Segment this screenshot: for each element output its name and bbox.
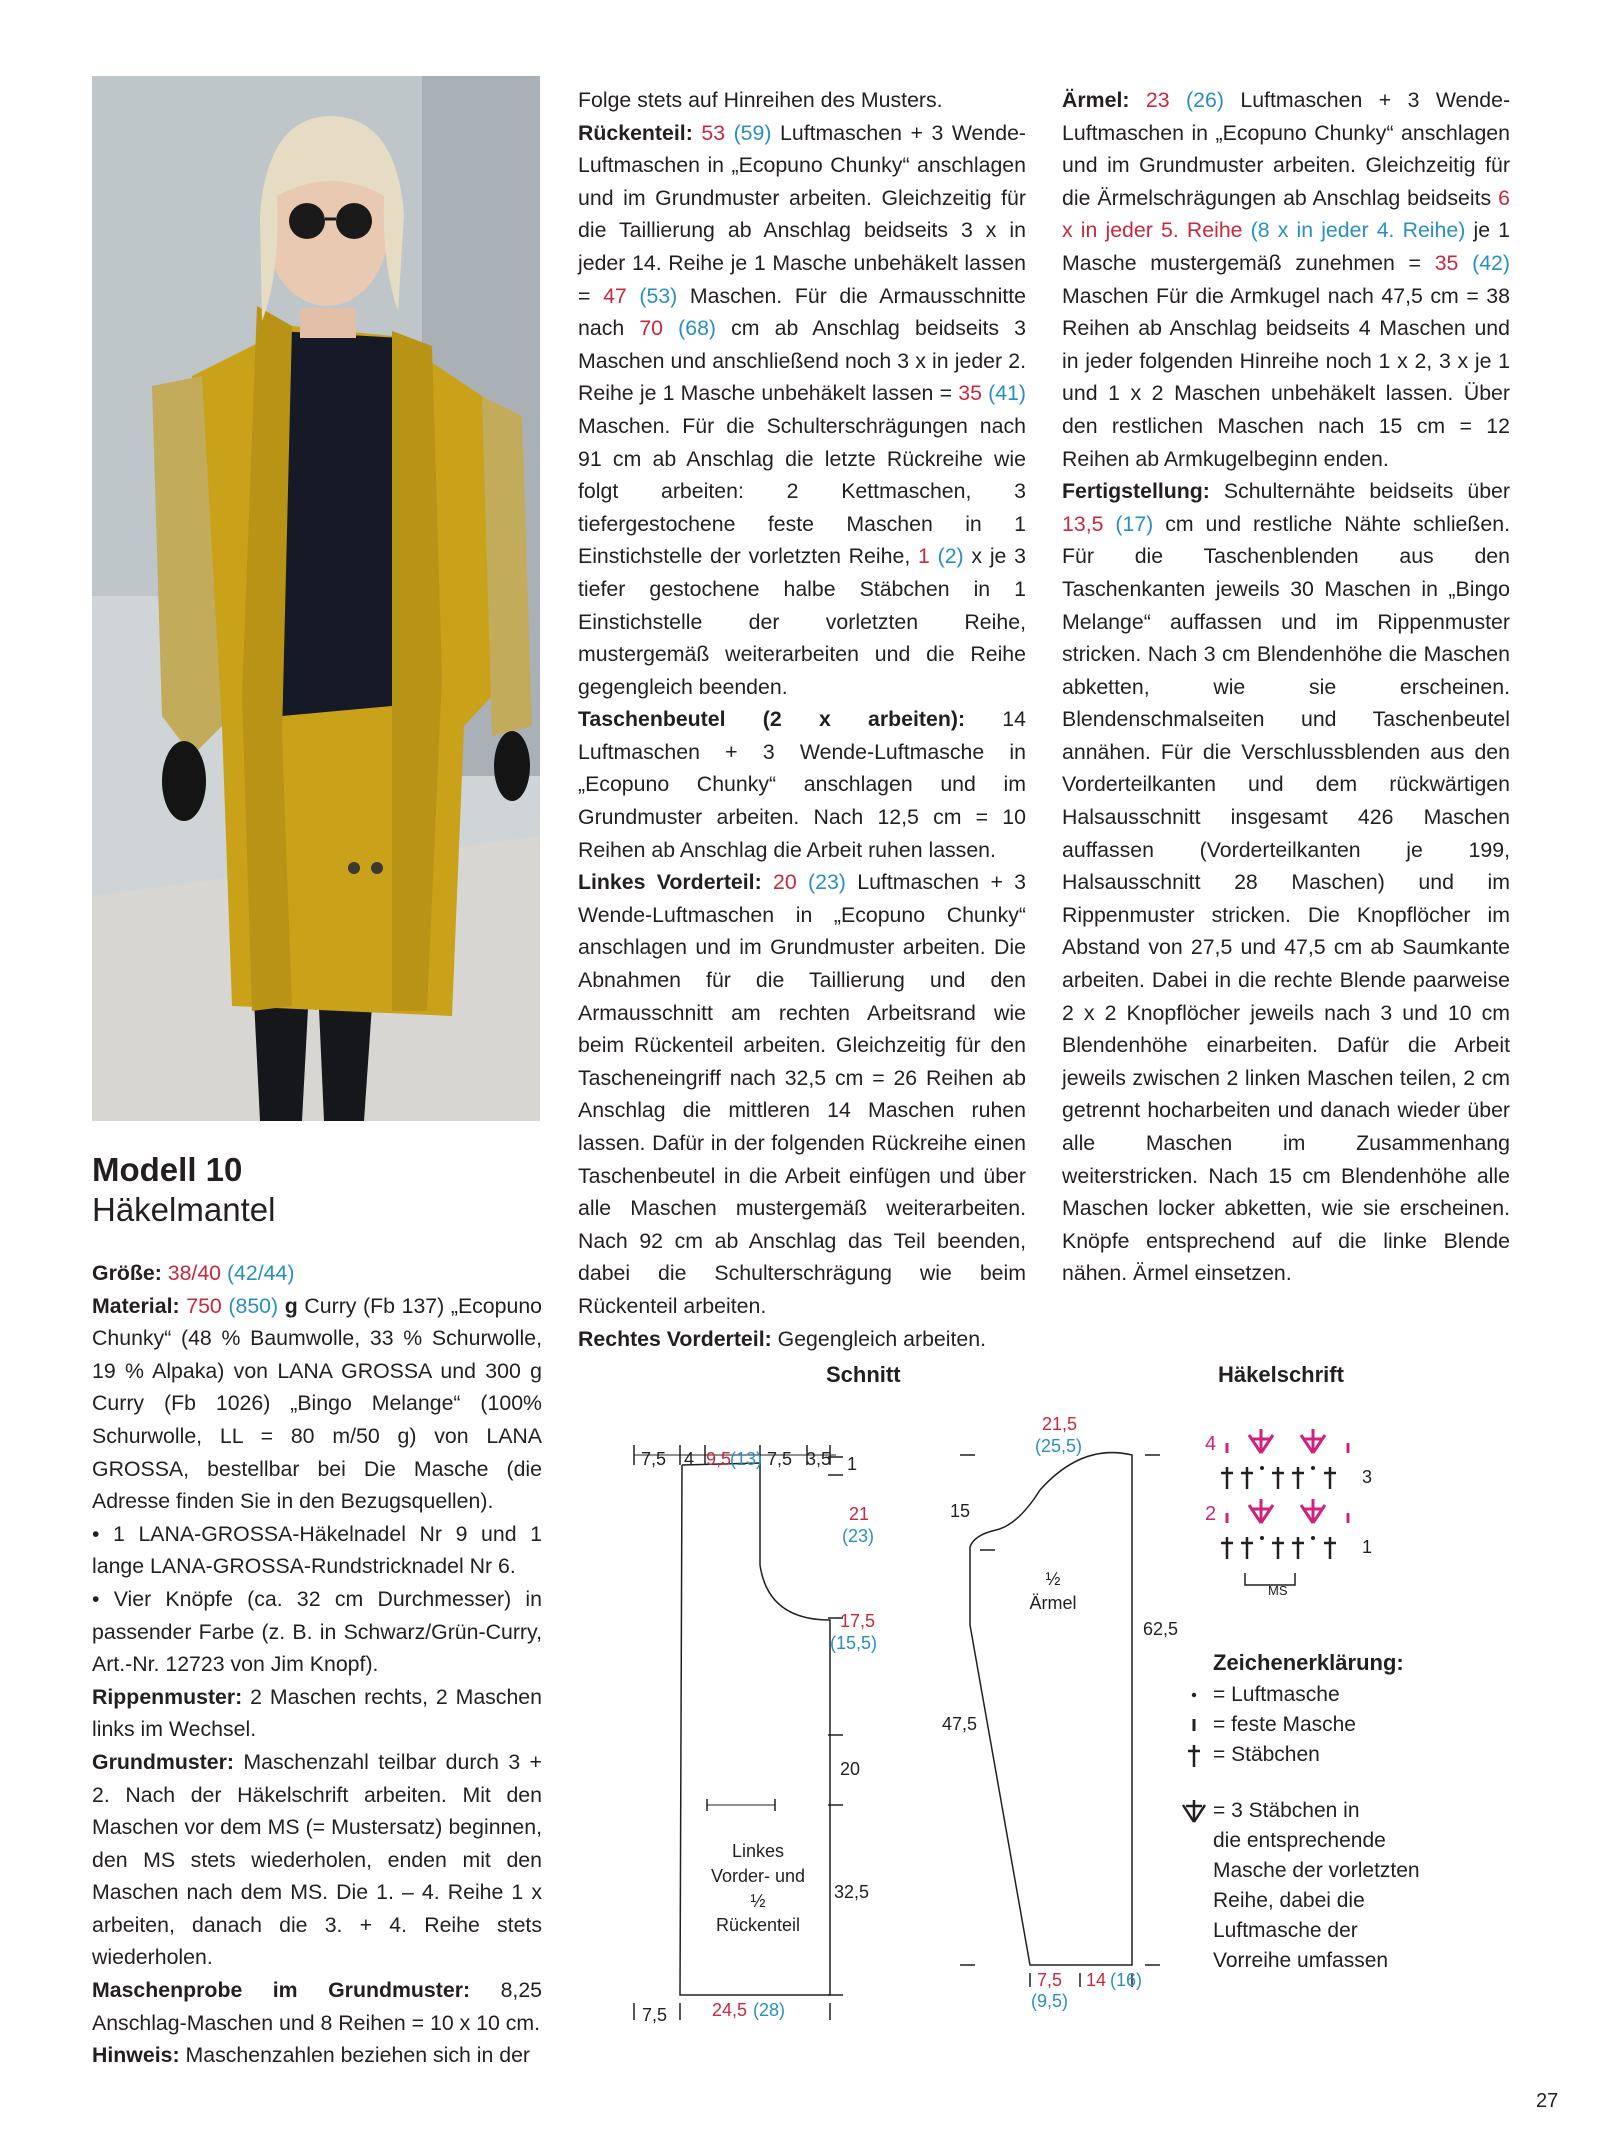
label-fertigstellung: Fertigstellung: [1062,479,1210,504]
value-alt: (23) [808,870,846,895]
dim-label: (25,5) [1035,1436,1083,1456]
dim-label: (23) [842,1526,875,1546]
hinweis-text: Maschenzahlen beziehen sich in der [185,2043,531,2068]
dim-label: 21 [849,1504,870,1524]
label-groesse: Größe: [92,1261,162,1285]
text-run: Luftmaschen + 3 Wende-Luftmaschen in „Ecopuno Chunky“ anschlagen und im Grundmuster arbeiten. Gleichzeitig für die Taillierung ab Anschlag beidseits 3 x in jeder 14. Reihe je 1 Masche unbehäkelt lassen = [578,120,1027,308]
label-rueckenteil: Rückenteil: [578,120,693,145]
piece-label: Ärmel [1029,1593,1077,1613]
dim-label: (9,5) [1031,1991,1069,2011]
value-main: 20 [773,870,797,895]
dim-label: (15,5) [830,1633,878,1653]
row-number: 1 [1362,1537,1373,1557]
page-number: 27 [1536,2090,1559,2112]
material-main: 750 [186,1293,222,1318]
text-run: Schulternähte beidseits über [1223,479,1510,504]
paragraph-hinweis [92,2039,542,2072]
legend-item-feste-masche [1175,1710,1420,1740]
label-grundmuster: Grundmuster: [92,1749,234,1774]
stitch-row-2 [1227,1499,1348,1523]
dim-label: 62,5 [1143,1619,1179,1639]
model-title: Modell 10 [92,1151,243,1188]
value-alt: (41) [988,381,1027,406]
dim-label: (13) [730,1449,763,1469]
value-main: 35 [1434,250,1459,275]
material-text: Curry (Fb 137) „Ecopuno Chunky“ (48 % Baumwolle, 33 % Schurwolle, 19 % Alpaka) von LANA GROSSA und 300 g Curry (Fb 1026) „Bingo Melange“ (100% Schurwolle, LL = 80 m/50 g) von LANA GROSSA, bestellbar bei Die Masche (die Adresse finden Sie in den Bezugsquellen). [92,1293,543,1514]
text-column-3 [1062,84,1510,1290]
dim-label: 17,5 [840,1611,876,1631]
intro-text: Folge stets auf Hinreihen des Musters. [578,88,943,112]
bullet-needle: • 1 LANA-GROSSA-Häkelnadel Nr 9 und 1 lange LANA-GROSSA-Rundstricknadel Nr 6. [92,1521,542,1579]
dim-label: 14 [1086,1970,1107,1990]
stitch-row-1 [1221,1537,1336,1559]
dim-label: 7,5 [641,1449,667,1469]
legend-text: Reihe, dabei die [1213,1889,1365,1912]
sleeve-pattern-outline [970,1453,1132,1965]
dim-label: 20 [840,1759,861,1779]
value-alt: (59) [733,120,772,145]
legend-text: = Luftmasche [1213,1683,1340,1706]
paragraph-fertigstellung [1062,475,1510,1290]
label-maschenprobe: Maschenprobe im Grundmuster: [92,1978,471,2003]
haekelschrift-title: Häkelschrift [1218,1362,1344,1387]
rippen-text: 2 Maschen rechts, 2 Maschen links im Wechsel. [92,1684,542,1742]
stitch-row-4 [1227,1429,1348,1453]
value-main: 13,5 [1062,511,1104,536]
value-main: 70 [639,316,664,341]
text-run: Maschen. Für die Schulterschrägungen nach 91 cm ab Anschlag die letzte Rückreihe wie folgt arbeiten: 2 Kettmaschen, 3 tiefergestochene feste Maschen in 1 Einstichstelle der vorletzten Reihe, [578,413,1026,569]
value-main: 23 [1145,88,1170,112]
value-alt: (8 x in jeder 4. Reihe) [1250,218,1466,243]
paragraph-material [92,1290,542,1518]
cluster-stitch-icon [1175,1796,1213,1826]
label-material: Material: [92,1293,180,1318]
piece-label: ½ [1045,1569,1061,1589]
dim-label: 9,5 [706,1449,732,1469]
material-unit: g [284,1293,298,1318]
row-number: 4 [1205,1433,1217,1455]
legend-text: die entsprechende [1213,1829,1386,1852]
value-alt: (68) [678,316,717,341]
bullet-buttons: • Vier Knöpfe (ca. 32 cm Durchmesser) in passender Farbe (z. B. in Schwarz/Grün-Curry, Art.-Nr. 12723 von Jim Knopf). [92,1586,542,1677]
paragraph-aermel [1062,84,1510,475]
stitch-row-3 [1221,1467,1336,1489]
paragraph-rippen [92,1681,542,1746]
text-run: Luftmaschen + 3 Wende-Luftmaschen in „Ecopuno Chunky“ anschlagen und im Grundmuster arbeiten. Gleichzeitig für die Ärmelschrägungen ab Anschlag beidseits [1062,88,1511,210]
schnitt-title: Schnitt [826,1362,901,1387]
schnitt-diagram [600,1395,1600,2035]
size-alt: (42/44) [226,1261,295,1285]
dim-label: 7,5 [767,1449,793,1469]
model-photo [92,76,540,1121]
piece-label: Linkes [731,1841,785,1861]
piece-label: Vorder- und [710,1866,806,1886]
dim-label: 1 [847,1454,858,1474]
dim-label: (28) [753,2000,786,2020]
model-subtitle: Häkelmantel [92,1191,276,1228]
text-column-2 [578,84,1026,1355]
paragraph-groesse [92,1257,542,1290]
paragraph-rechtes-vorderteil [578,1323,1026,1356]
text-run: je 1 Masche mustergemäß zunehmen = [1062,218,1511,275]
label-aermel: Ärmel: [1062,88,1130,112]
legend-text: = Stäbchen [1213,1743,1320,1766]
single-crochet-icon [1175,1710,1213,1740]
linkes-vorderteil-text: Luftmaschen + 3 Wende-Luftmaschen in „Ecopuno Chunky“ anschlagen und im Grundmuster arbeiten. Die Abnahmen für die Taillierung und den Armausschnitt am rechten Arbeitsrand wie beim Rückenteil arbeiten. Gleichzeitig für den Tascheneingriff nach 32,5 cm = 26 Reihen ab Anschlag die mittleren 14 Maschen ruhen lassen. Dafür in der folgenden Rückreihe einen Taschenbeutel in die Arbeit einfügen und über alle Maschen mustergemäß weiterarbeiten. Nach 92 cm ab Anschlag das Teil beenden, dabei die Schulterschrägung wie beim Rückenteil arbeiten. [578,870,1027,1318]
row-number: 2 [1205,1503,1217,1525]
piece-label: ½ [750,1891,766,1911]
value-alt: (42) [1472,250,1510,275]
size-main: 38/40 [167,1261,222,1285]
text-run: x je 3 tiefer gestochene halbe Stäbchen in 1 Einstichstelle der vorletzten Reihe, mustergemäß weiterarbeiten und die Reihe gegengleich beenden. [578,544,1027,699]
value-main: 35 [958,381,982,406]
legend-item-luftmasche [1175,1680,1420,1710]
paragraph-rueckenteil [578,117,1026,704]
grundmuster-text: Maschenzahl teilbar durch 3 + 2. Nach der Häkelschrift arbeiten. Mit den Maschen vor dem MS (= Mustersatz) beginnen, den MS stets wiederholen, enden mit den Maschen nach dem MS. Die 1. – 4. Reihe 1 x arbeiten, danach die 3. + 4. Reihe stets wiederholen. [92,1749,542,1970]
dim-label: 7,5 [642,2005,668,2025]
legend-text: = 3 Stäbchen in [1213,1799,1360,1822]
legend-text: Luftmasche der [1213,1919,1358,1942]
dim-label: 21,5 [1042,1414,1078,1434]
value-alt: (53) [639,283,678,308]
dim-label: (16) [1110,1970,1143,1990]
text-run: cm und restliche Nähte schließen. Für die Taschenblenden aus den Taschenkanten jeweils 30 Maschen in „Bingo Melange“ auffassen und im Rippenmuster stricken. Nach 3 cm Blendenhöhe die Maschen abketten, wie sie erscheinen. Blendenschmalseiten und Taschenbeutel annähen. Für die Verschlussblenden aus den Vorderteilkanten und dem rückwärtigen Halsausschnitt insgesamt 426 Maschen auffassen (Vorderteilkanten je 199, Halsausschnitt 28 Maschen) und im Rippenmuster stricken. Die Knopflöcher im Abstand von 27,5 und 47,5 cm ab Saumkante arbeiten. Dabei in die rechte Blende paarweise 2 x 2 Knopflöcher jeweils nach 3 und 10 cm Blendenhöhe einarbeiten. Dafür die Arbeit jeweils zwischen 2 linken Maschen teilen, 2 cm getrennt hocharbeiten und danach wieder über alle Maschen im Zusammenhang weiterstricken. Nach 15 cm Blendenhöhe alle Maschen locker abketten, wie sie erscheinen. Knöpfe entsprechend auf die linke Blende nähen. Ärmel einsetzen. [1062,511,1511,1286]
legend [1175,1648,1420,1976]
label-taschenbeutel: Taschenbeutel (2 x arbeiten): [578,707,966,732]
row-number: 3 [1362,1467,1373,1487]
dim-label: 47,5 [942,1714,978,1734]
crochet-chart [1205,1429,1372,1598]
dim-label: 24,5 [712,2000,748,2020]
model-heading [92,1150,542,1230]
label-rippen: Rippenmuster: [92,1684,243,1709]
dim-label: 4 [684,1449,695,1469]
label-rechtes-vorderteil: Rechtes Vorderteil: [578,1326,772,1351]
dim-label: 3,5 [806,1449,832,1469]
dim-label: 15 [950,1501,971,1521]
value-main: 1 [918,544,930,569]
paragraph-linkes-vorderteil [578,866,1026,1322]
value-main: 47 [603,283,627,308]
text-run: Maschen Für die Armkugel nach 47,5 cm = 38 Reihen ab Anschlag beidseits 4 Maschen und in jeder folgenden Hinreihe noch 1 x 2, 3 x je 1 und 1 x 2 Maschen unbehäkelt lassen. Über den restlichen Maschen nach 15 cm = 12 Reihen ab Armkugelbeginn enden. [1062,283,1510,471]
chain-stitch-icon [1175,1680,1213,1710]
label-hinweis: Hinweis: [92,2043,180,2068]
legend-text: = feste Masche [1213,1713,1356,1736]
label-linkes-vorderteil: Linkes Vorderteil: [578,870,762,895]
text-run: cm ab Anschlag beidseits 3 Maschen und anschließend noch 3 x in jeder 2. Reihe je 1 Masche unbehäkelt lassen = [578,316,1027,406]
value-alt: (17) [1115,511,1154,536]
material-alt: (850) [228,1293,279,1318]
value-alt: (26) [1186,88,1224,112]
piece-label: Rückenteil [715,1915,801,1935]
text-column-1 [92,1257,542,2072]
value-alt: (2) [937,544,964,569]
paragraph-maschenprobe [92,1974,542,2039]
paragraph-grundmuster [92,1746,542,1974]
value-main: 6 x in jeder 5. Reihe [1062,185,1511,243]
text-run: Maschen. Für die Armausschnitte nach [578,283,1027,341]
value-main: 53 [701,120,726,145]
legend-item-staebchen [1175,1740,1420,1770]
rechtes-vorderteil-text: Gegengleich arbeiten. [777,1326,987,1351]
legend-text: Masche der vorletzten [1213,1859,1420,1882]
legend-text: Vorreihe umfassen [1213,1949,1389,1972]
maschenprobe-text: 8,25 Anschlag-Maschen und 8 Reihen = 10 x 10 cm. [92,1978,543,2035]
legend-item-staebchen-gruppe [1175,1796,1420,1976]
dim-label: 7,5 [1037,1970,1063,1990]
paragraph-taschenbeutel [578,703,1026,866]
dim-label: 32,5 [834,1882,870,1902]
legend-title: Zeichenerklärung: [1213,1650,1404,1675]
model-photo-illustration [92,76,540,1121]
repeat-label: MS [1268,1583,1288,1598]
double-crochet-icon [1175,1740,1213,1770]
taschenbeutel-text: 14 Luftmaschen + 3 Wende-Luftmasche in „Ecopuno Chunky“ anschlagen und im Grundmuster arbeiten. Nach 12,5 cm = 10 Reihen ab Anschlag die Arbeit ruhen lassen. [578,707,1026,862]
